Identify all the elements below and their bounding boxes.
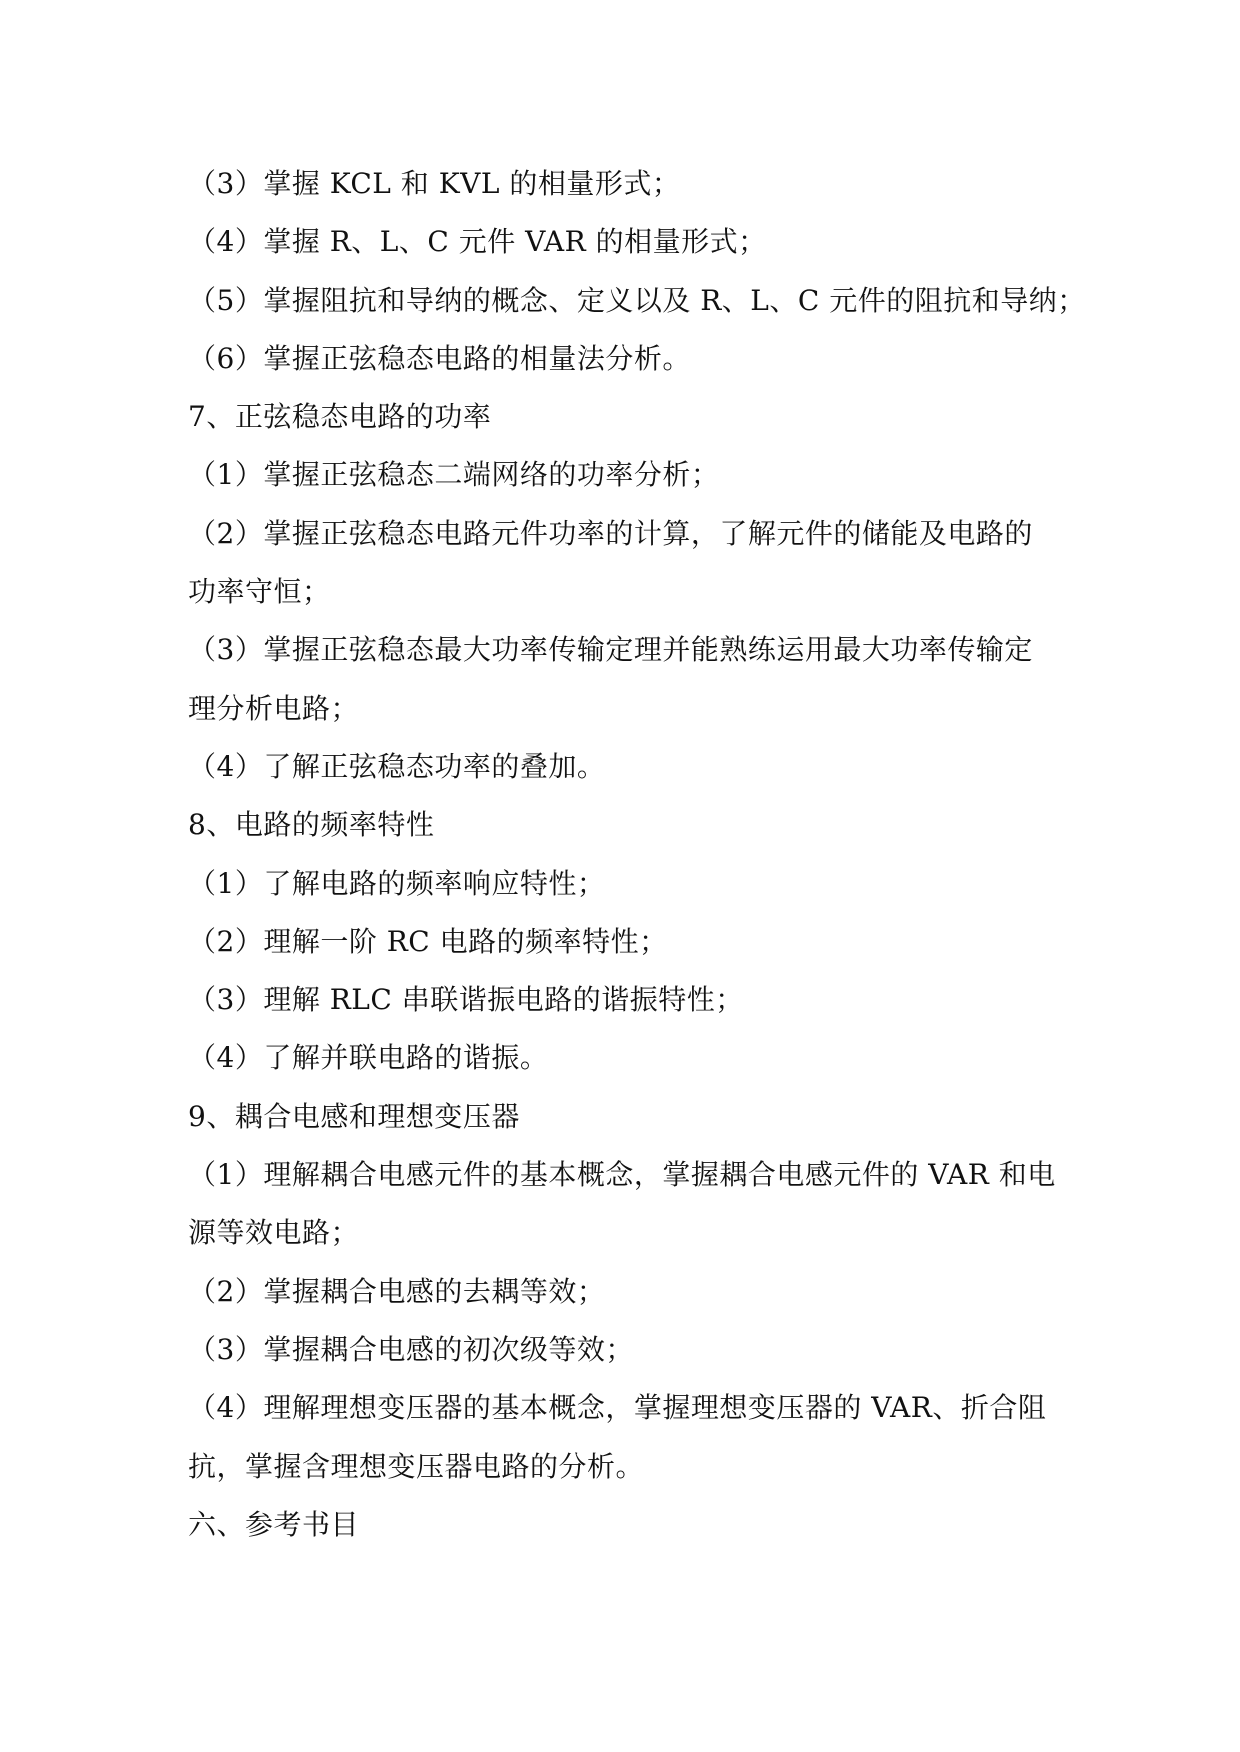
- list-item-4-continuation: 抗，掌握含理想变压器电路的分析。: [188, 1449, 645, 1483]
- list-item-4-ideal-transformer: （4）理解理想变压器的基本概念，掌握理想变压器的 VAR、折合阻: [188, 1391, 1047, 1425]
- section-heading-8: 8、电路的频率特性: [188, 808, 435, 842]
- list-item-4-rlc-var: （4）掌握 R、L、C 元件 VAR 的相量形式；: [188, 225, 767, 259]
- list-item-1-frequency-response: （1）了解电路的频率响应特性；: [188, 866, 606, 900]
- section-heading-9: 9、耦合电感和理想变压器: [188, 1099, 520, 1133]
- list-item-4-parallel-resonance: （4）了解并联电路的谐振。: [188, 1041, 549, 1075]
- list-item-1-coupled-inductor: （1）理解耦合电感元件的基本概念，掌握耦合电感元件的 VAR 和电: [188, 1158, 1056, 1192]
- list-item-2-rc-frequency: （2）理解一阶 RC 电路的频率特性；: [188, 924, 668, 958]
- list-item-4-power-superposition: （4）了解正弦稳态功率的叠加。: [188, 749, 606, 783]
- list-item-2-element-power: （2）掌握正弦稳态电路元件功率的计算，了解元件的储能及电路的: [188, 516, 1033, 550]
- section-heading-references: 六、参考书目: [188, 1507, 360, 1541]
- list-item-3-rlc-resonance: （3）理解 RLC 串联谐振电路的谐振特性；: [188, 983, 744, 1017]
- list-item-3-continuation: 理分析电路；: [188, 691, 360, 725]
- list-item-3-max-power: （3）掌握正弦稳态最大功率传输定理并能熟练运用最大功率传输定: [188, 633, 1033, 667]
- list-item-3-kcl-kvl: （3）掌握 KCL 和 KVL 的相量形式；: [188, 167, 681, 200]
- list-item-5-impedance: （5）掌握阻抗和导纳的概念、定义以及 R、L、C 元件的阻抗和导纳；: [188, 283, 1086, 317]
- list-item-1-continuation: 源等效电路；: [188, 1216, 360, 1250]
- document-body: [188, 155, 1086, 1554]
- list-item-3-primary-secondary: （3）掌握耦合电感的初次级等效；: [188, 1332, 634, 1366]
- list-item-6-phasor-analysis: （6）掌握正弦稳态电路的相量法分析。: [188, 341, 691, 375]
- list-item-1-power-analysis: （1）掌握正弦稳态二端网络的功率分析；: [188, 458, 720, 492]
- list-item-2-continuation: 功率守恒；: [188, 575, 331, 609]
- list-item-2-decoupling: （2）掌握耦合电感的去耦等效；: [188, 1274, 606, 1308]
- section-heading-7: 7、正弦稳态电路的功率: [188, 400, 492, 434]
